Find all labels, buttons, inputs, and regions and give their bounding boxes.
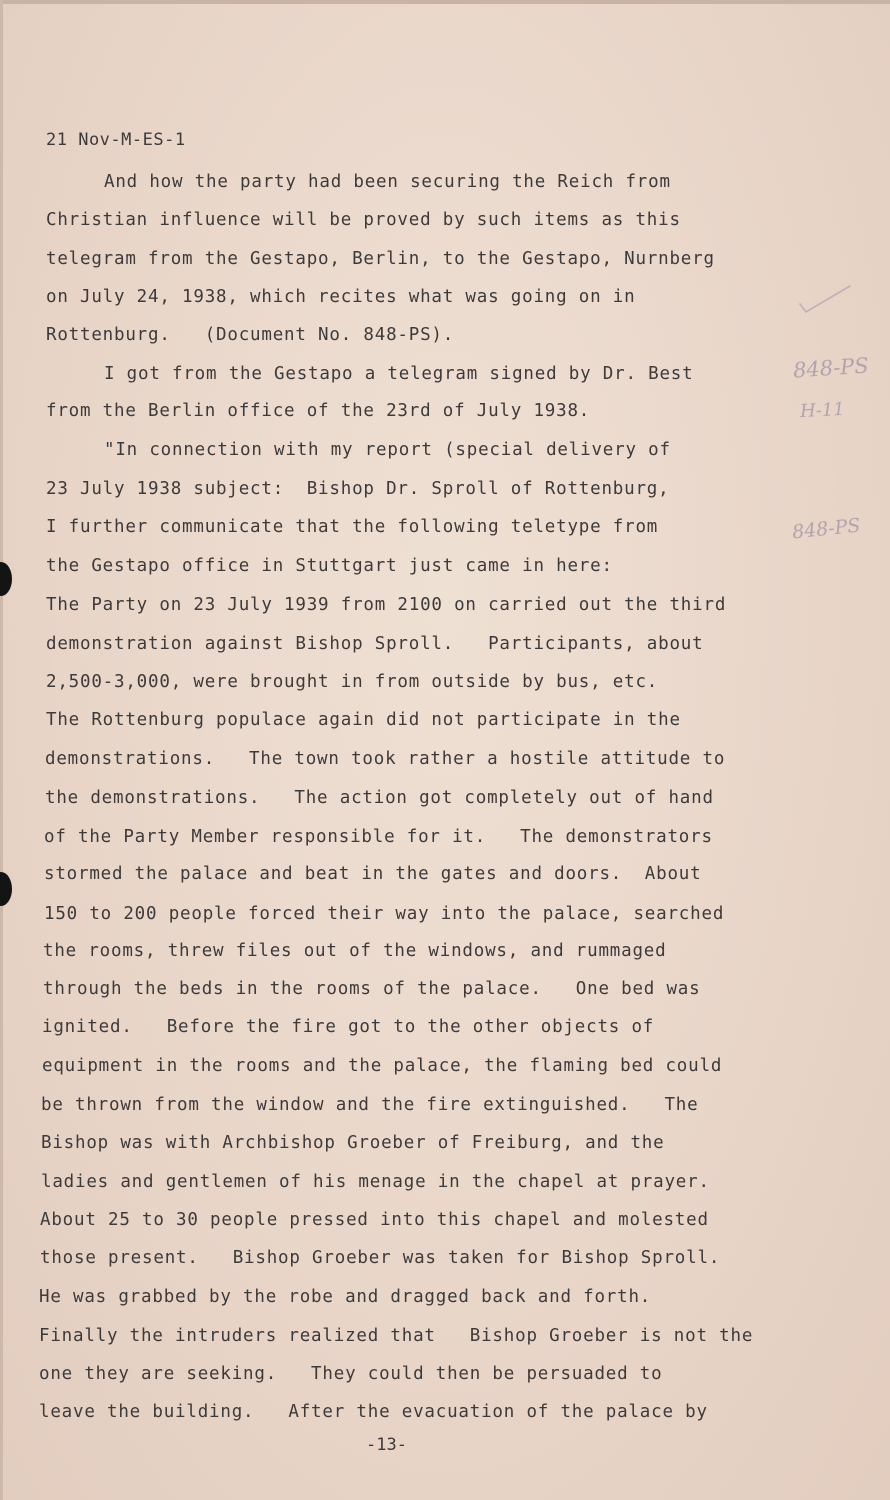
text-line: ladies and gentlemen of his menage in the chapel at prayer. [41, 1172, 710, 1192]
text-line: "In connection with my report (special delivery of [104, 440, 671, 460]
text-line: stormed the palace and beat in the gates and doors. About [44, 864, 702, 884]
text-line: The Party on 23 July 1939 from 2100 on carried out the third [46, 595, 727, 615]
text-line: 23 July 1938 subject: Bishop Dr. Sproll of Rottenburg, [46, 479, 670, 499]
punch-hole [0, 562, 12, 596]
page-number: -13- [366, 1435, 407, 1455]
text-line: He was grabbed by the robe and dragged back and forth. [39, 1287, 652, 1307]
margin-note: 848-PS [792, 353, 870, 383]
text-line: 150 to 200 people forced their way into the palace, searched [44, 904, 725, 924]
margin-note: H-11 [799, 398, 846, 423]
paper-left-edge [0, 0, 3, 1500]
text-line: I got from the Gestapo a telegram signed by Dr. Best [104, 364, 694, 384]
text-line: Rottenburg. (Document No. 848-PS). [46, 325, 455, 345]
checkmark-icon [796, 282, 856, 318]
text-line: the rooms, threw files out of the windows, and rummaged [43, 941, 667, 961]
text-line: on July 24, 1938, which recites what was going on in [46, 287, 636, 307]
margin-note: 848-PS [791, 514, 862, 544]
text-line: Bishop was with Archbishop Groeber of Freiburg, and the [41, 1133, 665, 1153]
text-line: demonstrations. The town took rather a hostile attitude to [45, 749, 726, 769]
text-line: be thrown from the window and the fire extinguished. The [41, 1095, 699, 1115]
text-line: ignited. Before the fire got to the other objects of [42, 1017, 655, 1037]
text-line: I further communicate that the following teletype from [46, 517, 659, 537]
text-line: the Gestapo office in Stuttgart just came in here: [46, 556, 613, 576]
text-line: leave the building. After the evacuation of the palace by [39, 1402, 708, 1422]
text-line: Christian influence will be proved by such items as this [46, 210, 681, 230]
text-line: demonstration against Bishop Sproll. Participants, about [46, 634, 704, 654]
text-line: telegram from the Gestapo, Berlin, to the Gestapo, Nurnberg [46, 249, 715, 269]
text-line: And how the party had been securing the Reich from [104, 172, 671, 192]
text-line: the demonstrations. The action got completely out of hand [45, 788, 714, 808]
text-line: The Rottenburg populace again did not participate in the [46, 710, 681, 730]
text-line: through the beds in the rooms of the palace. One bed was [43, 979, 701, 999]
paper-top-edge [0, 0, 890, 4]
text-line: Finally the intruders realized that Bishop Groeber is not the [39, 1326, 754, 1346]
text-line: 2,500-3,000, were brought in from outside by bus, etc. [46, 672, 659, 692]
document-id: 21 Nov-M-ES-1 [46, 130, 186, 150]
text-line: equipment in the rooms and the palace, the flaming bed could [42, 1056, 723, 1076]
text-line: those present. Bishop Groeber was taken for Bishop Sproll. [40, 1248, 721, 1268]
text-line: of the Party Member responsible for it. The demonstrators [44, 827, 713, 847]
text-line: one they are seeking. They could then be persuaded to [39, 1364, 663, 1384]
text-line: About 25 to 30 people pressed into this chapel and molested [40, 1210, 709, 1230]
text-line: from the Berlin office of the 23rd of July 1938. [46, 401, 591, 421]
punch-hole [0, 872, 12, 906]
